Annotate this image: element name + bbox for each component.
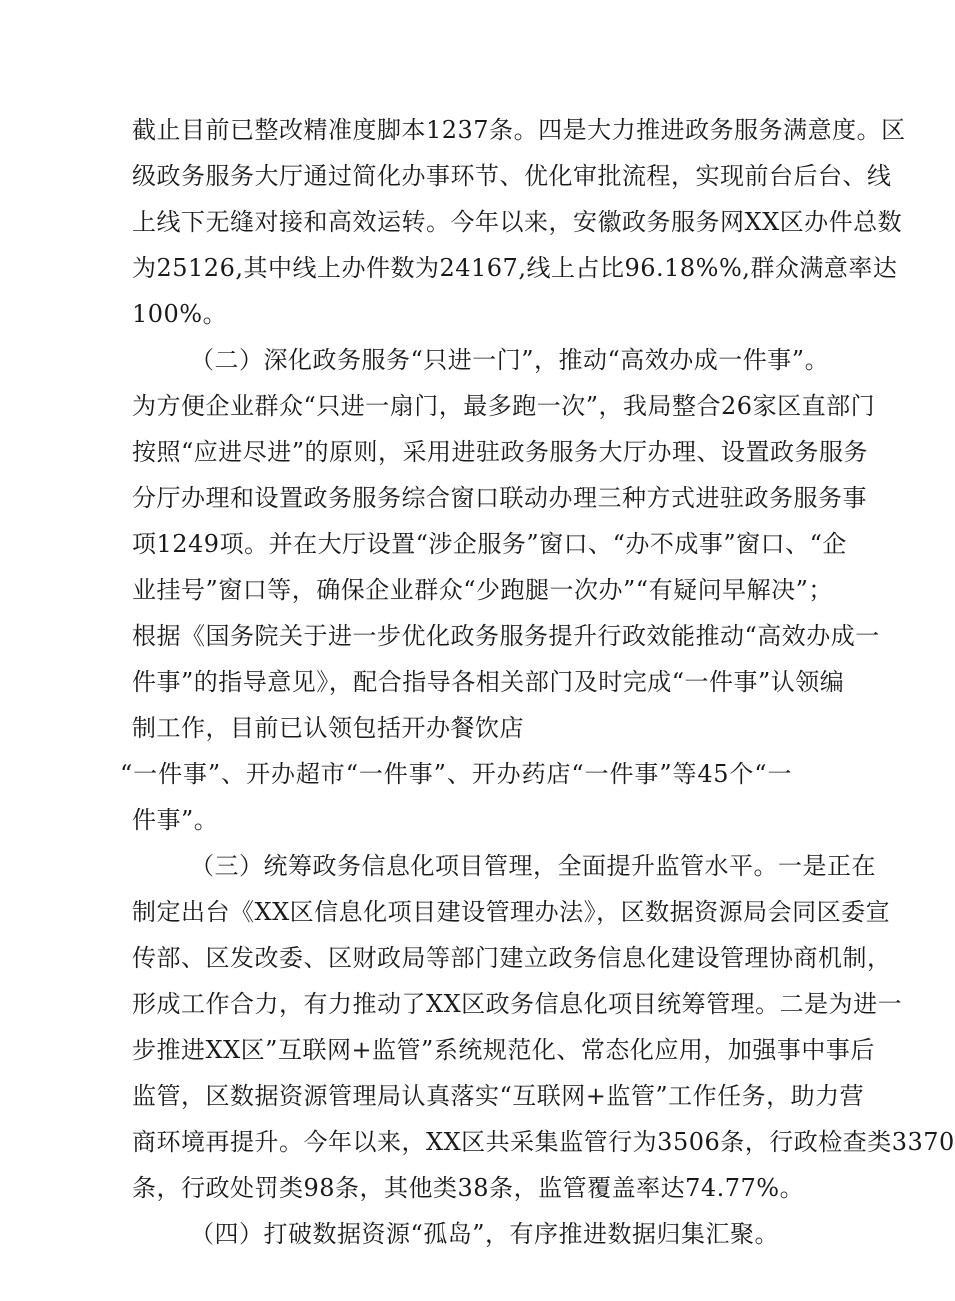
- text-line: 商环境再提升。今年以来，XX区共采集监管行为3506条，行政检查类3370: [132, 1128, 955, 1156]
- text-line: 上线下无缝对接和高效运转。今年以来，安徽政务服务网XX区办件总数: [132, 208, 903, 236]
- text-line: 业挂号”窗口等，确保企业群众“少跑腿一次办”“有疑问早解决”；: [132, 576, 833, 604]
- text-line: 分厅办理和设置政务服务综合窗口联动办理三种方式进驻政务服务事: [132, 484, 867, 512]
- text-line: 传部、区发改委、区财政局等部门建立政务信息化建设管理协商机制，: [132, 944, 892, 972]
- text-line: 监管，区数据资源管理局认真落实“互联网+监管”工作任务，助力营: [132, 1082, 865, 1110]
- text-line: “一件事”、开办超市“一件事”、开办药店“一件事”等45个“一: [120, 760, 792, 788]
- text-line: 级政务服务大厅通过简化办事环节、优化审批流程，实现前台后台、线: [132, 162, 892, 190]
- text-line: 按照“应进尽进”的原则，采用进驻政务服务大厅办理、设置政务服务: [132, 438, 869, 466]
- text-line: 为方便企业群众“只进一扇门，最多跑一次”，我局整合26家区直部门: [132, 392, 876, 420]
- text-line: 为25126,其中线上办件数为24167,线上占比96.18%%,群众满意率达: [132, 254, 898, 282]
- text-line: 截止目前已整改精准度脚本1237条。四是大力推进政务服务满意度。区: [132, 116, 906, 144]
- text-line: 件事”的指导意见》，配合指导各相关部门及时完成“一件事”认领编: [132, 668, 845, 696]
- section-heading-2: （二）深化政务服务“只进一门”，推动“高效办成一件事”。: [190, 346, 830, 374]
- section-heading-4: （四）打破数据资源“孤岛”，有序推进数据归集汇聚。: [190, 1220, 780, 1248]
- section-heading-3: （三）统筹政务信息化项目管理，全面提升监管水平。一是正在: [190, 852, 876, 880]
- text-line: 制定出台《XX区信息化项目建设管理办法》，区数据资源局会同区委宣: [132, 898, 891, 926]
- text-line: 形成工作合力，有力推动了XX区政务信息化项目统筹管理。二是为进一: [132, 990, 903, 1018]
- text-line: 步推进XX区”互联网+监管”系统规范化、常态化应用，加强事中事后: [132, 1036, 875, 1064]
- text-line: 项1249项。并在大厅设置“涉企服务”窗口、“办不成事”窗口、“企: [132, 530, 847, 558]
- text-line: 制工作，目前已认领包括开办餐饮店: [132, 714, 524, 742]
- text-line: 根据《国务院关于进一步优化政务服务提升行政效能推动“高效办成一: [132, 622, 880, 650]
- text-line: 件事”。: [132, 806, 219, 834]
- text-line: 条，行政处罚类98条，其他类38条，监管覆盖率达74.77%。: [132, 1174, 805, 1202]
- text-line: 100%。: [132, 300, 228, 328]
